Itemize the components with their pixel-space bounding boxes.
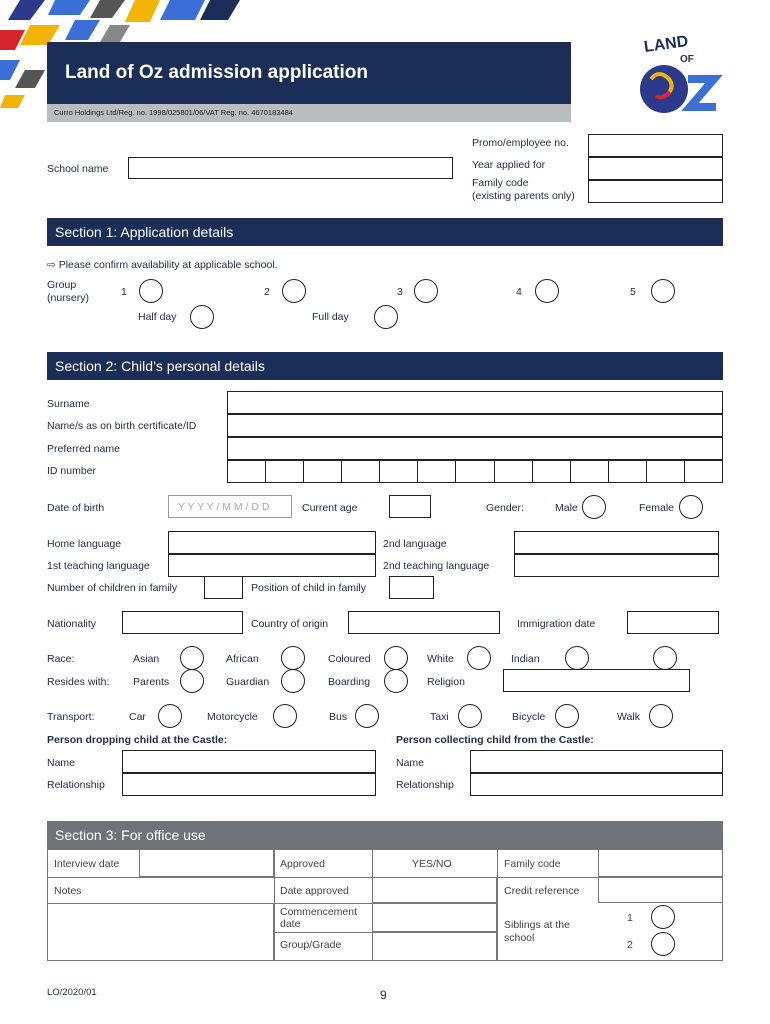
sibling-2-label: 2 <box>627 939 633 951</box>
office-divider-3 <box>497 849 498 961</box>
transport-bus-radio[interactable] <box>355 704 379 728</box>
transport-taxi-label: Taxi <box>430 711 449 723</box>
date-approved-field[interactable] <box>372 877 497 903</box>
race-white-radio[interactable] <box>467 646 491 670</box>
commencement-field[interactable] <box>372 903 497 932</box>
race-coloured-radio[interactable] <box>384 646 408 670</box>
credit-reference-field[interactable] <box>598 877 723 903</box>
race-asian-radio[interactable] <box>180 646 204 670</box>
family-code-label: Family code <box>472 177 529 189</box>
year-applied-label: Year applied for <box>472 159 546 171</box>
transport-walk-label: Walk <box>617 711 640 723</box>
religion-label: Religion <box>427 676 465 688</box>
race-label: Race: <box>47 653 75 665</box>
dob-label: Date of birth <box>47 502 105 514</box>
group-2-radio[interactable] <box>282 279 306 303</box>
notes-field[interactable] <box>47 903 274 961</box>
logo-text-oz <box>700 92 701 93</box>
female-label: Female <box>639 502 675 514</box>
transport-bus-label: Bus <box>329 711 348 723</box>
commencement-label: Commencement <box>280 906 358 918</box>
country-origin-field[interactable] <box>348 611 500 634</box>
num-children-label: Number of children in family <box>47 582 178 594</box>
nationality-label: Nationality <box>47 618 97 630</box>
resides-guardian-label: Guardian <box>226 676 270 688</box>
dropping-name-field[interactable] <box>122 750 376 773</box>
race-white-label: White <box>427 653 454 665</box>
siblings-label-2: school <box>504 932 535 944</box>
group-1-label: 1 <box>121 286 127 298</box>
transport-car-radio[interactable] <box>158 704 182 728</box>
group-5-radio[interactable] <box>651 279 675 303</box>
logo-text-land: LAND <box>642 32 690 57</box>
race-other-radio[interactable] <box>653 646 677 670</box>
transport-motorcycle-radio[interactable] <box>273 704 297 728</box>
resides-guardian-radio[interactable] <box>281 669 305 693</box>
home-language-field[interactable] <box>168 531 376 554</box>
half-day-label: Half day <box>138 311 177 323</box>
transport-motorcycle-label: Motorcycle <box>207 711 258 723</box>
family-code-field[interactable] <box>588 180 723 203</box>
resides-parents-radio[interactable] <box>180 669 204 693</box>
collecting-relationship-field[interactable] <box>470 773 723 796</box>
male-radio[interactable] <box>582 495 606 519</box>
surname-field[interactable] <box>227 391 723 414</box>
resides-boarding-radio[interactable] <box>384 669 408 693</box>
office-divider-1 <box>274 849 275 961</box>
dropping-name-label: Name <box>47 757 76 769</box>
section1-header: Section 1: Application details <box>47 218 723 246</box>
race-african-radio[interactable] <box>281 646 305 670</box>
group-grade-field[interactable] <box>372 932 497 961</box>
transport-car-label: Car <box>129 711 146 723</box>
promo-field[interactable] <box>588 134 723 157</box>
commencement-label-2: date <box>280 918 301 930</box>
names-field[interactable] <box>227 414 723 437</box>
home-language-label: Home language <box>47 538 122 550</box>
num-children-field[interactable] <box>204 576 243 599</box>
sibling-1-label: 1 <box>627 912 633 924</box>
full-day-label: Full day <box>312 311 349 323</box>
dropping-heading: Person dropping child at the Castle: <box>47 734 228 746</box>
position-child-field[interactable] <box>389 576 434 599</box>
race-indian-label: Indian <box>511 653 540 665</box>
office-family-code-label: Family code <box>504 858 561 870</box>
siblings-label: Siblings at the <box>504 919 570 931</box>
group-4-radio[interactable] <box>535 279 559 303</box>
dropping-relationship-field[interactable] <box>122 773 376 796</box>
collecting-heading: Person collecting child from the Castle: <box>396 734 594 746</box>
section3-header: Section 3: For office use <box>47 821 723 849</box>
full-day-radio[interactable] <box>374 305 398 329</box>
page-title: Land of Oz admission application <box>65 62 368 83</box>
transport-label: Transport: <box>47 711 95 723</box>
approved-label: Approved <box>280 858 325 870</box>
female-radio[interactable] <box>679 495 703 519</box>
group-3-label: 3 <box>397 286 403 298</box>
current-age-label: Current age <box>302 502 358 514</box>
race-indian-radio[interactable] <box>565 646 589 670</box>
preferred-name-field[interactable] <box>227 437 723 460</box>
group-sub-label: (nursery) <box>47 292 90 304</box>
second-teaching-label: 2nd teaching language <box>383 560 490 572</box>
dropping-relationship-label: Relationship <box>47 779 105 791</box>
names-label: Name/s as on birth certificate/ID <box>47 420 197 432</box>
second-teaching-field[interactable] <box>514 554 719 577</box>
second-language-field[interactable] <box>514 531 719 554</box>
section2-header: Section 2: Child’s personal details <box>47 352 723 380</box>
transport-walk-radio[interactable] <box>649 704 673 728</box>
id-number-field[interactable] <box>227 460 723 483</box>
logo-text-of: OF <box>680 54 694 65</box>
preferred-name-label: Preferred name <box>47 443 120 455</box>
sibling-1-radio[interactable] <box>651 905 675 929</box>
group-4-label: 4 <box>516 286 522 298</box>
collecting-name-field[interactable] <box>470 750 723 773</box>
male-label: Male <box>555 502 578 514</box>
race-african-label: African <box>226 653 259 665</box>
religion-field[interactable] <box>503 669 690 692</box>
form-code: LO/2020/01 <box>47 987 97 998</box>
race-asian-label: Asian <box>133 653 160 665</box>
group-3-radio[interactable] <box>414 279 438 303</box>
transport-bicycle-radio[interactable] <box>555 704 579 728</box>
first-teaching-field[interactable] <box>168 554 376 577</box>
id-number-label: ID number <box>47 465 97 477</box>
nationality-field[interactable] <box>122 611 243 634</box>
race-coloured-label: Coloured <box>328 653 371 665</box>
surname-label: Surname <box>47 398 90 410</box>
sibling-2-radio[interactable] <box>651 932 675 956</box>
group-label: Group <box>47 279 77 291</box>
dob-placeholder: Y Y Y Y / M M / D D <box>178 501 270 513</box>
resides-parents-label: Parents <box>133 676 170 688</box>
family-code-note: (existing parents only) <box>472 190 575 202</box>
half-day-radio[interactable] <box>190 305 214 329</box>
collecting-relationship-label: Relationship <box>396 779 454 791</box>
transport-taxi-radio[interactable] <box>458 704 482 728</box>
reg-line: Curro Holdings Ltd/Reg. no. 1998/025801/06/VAT Reg. no. 4670183484 <box>54 108 293 117</box>
school-name-field[interactable] <box>128 157 453 179</box>
office-family-code-field[interactable] <box>598 849 723 877</box>
promo-label: Promo/employee no. <box>472 137 569 149</box>
group-5-label: 5 <box>630 286 636 298</box>
gender-label: Gender: <box>486 502 524 514</box>
position-child-label: Position of child in family <box>251 582 366 594</box>
yes-no-label: YES/NO <box>412 858 452 870</box>
first-teaching-label: 1st teaching language <box>47 560 150 572</box>
interview-date-field[interactable] <box>139 849 274 877</box>
credit-reference-label: Credit reference <box>504 885 580 897</box>
school-name-label: School name <box>47 163 109 175</box>
current-age-field[interactable] <box>389 495 431 518</box>
logo <box>636 34 726 114</box>
group-2-label: 2 <box>264 286 270 298</box>
resides-boarding-label: Boarding <box>328 676 371 688</box>
date-approved-label: Date approved <box>280 885 349 897</box>
page-number: 9 <box>380 988 387 1002</box>
interview-date-label: Interview date <box>54 858 120 870</box>
group-1-radio[interactable] <box>139 279 163 303</box>
second-language-label: 2nd language <box>383 538 447 550</box>
immigration-field[interactable] <box>627 611 719 634</box>
collecting-name-label: Name <box>396 757 425 769</box>
country-origin-label: Country of origin <box>251 618 329 630</box>
year-applied-field[interactable] <box>588 157 723 180</box>
group-grade-label: Group/Grade <box>280 939 342 951</box>
availability-note: ⇨ Please confirm availability at applicable school. <box>47 259 278 271</box>
immigration-label: Immigration date <box>517 618 596 630</box>
resides-label: Resides with: <box>47 676 110 688</box>
notes-label: Notes <box>54 885 82 897</box>
transport-bicycle-label: Bicycle <box>512 711 546 723</box>
